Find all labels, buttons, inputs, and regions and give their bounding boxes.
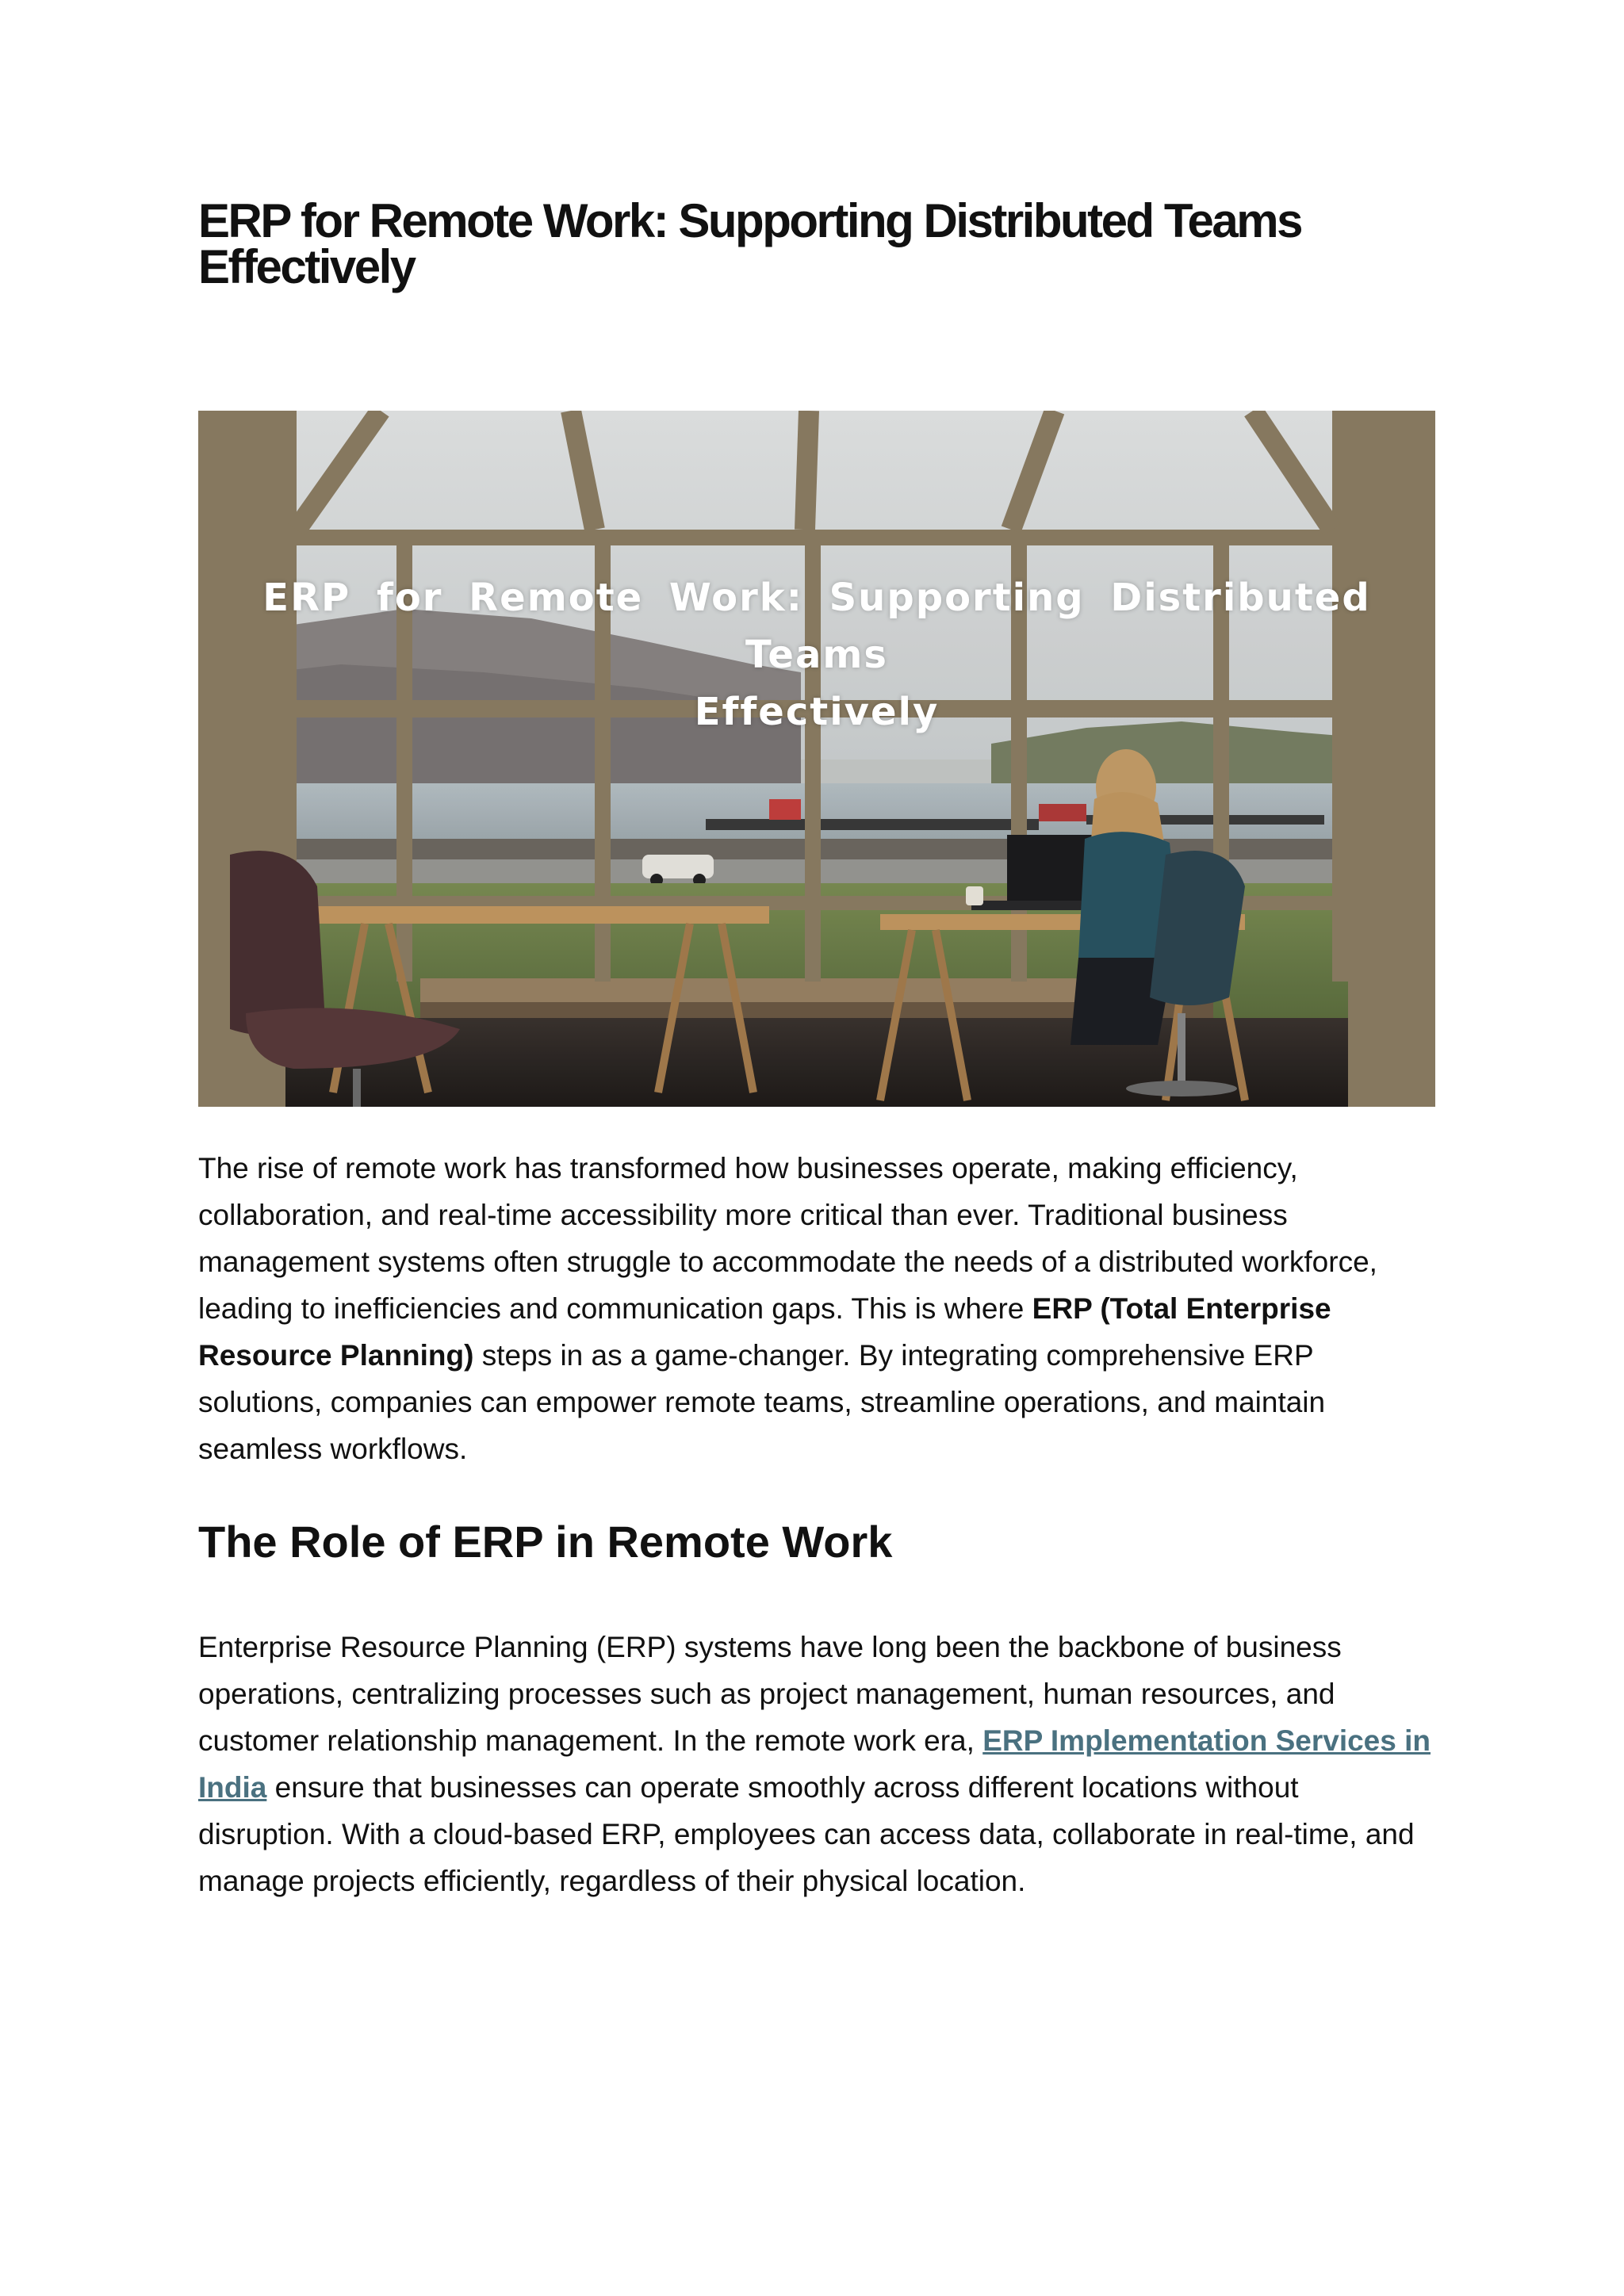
section-text-end: ensure that businesses can operate smoothly across different locations without disruption. With a cloud-based ERP, employees can access data, collaborate in real-time, and manage projects efficiently, regardless of their physical location.	[198, 1771, 1415, 1897]
section-text-start: Enterprise Resource Planning (ERP) systems have long been the backbone of business operations, centralizing processes such as project management, human resources, and customer relationship management. In the remote work era,	[198, 1631, 1342, 1757]
hero-caption-line2: Effectively	[694, 690, 940, 734]
intro-bold-term: ERP (Total Enterprise Resource Planning)	[198, 1292, 1331, 1372]
section-paragraph	[198, 1624, 1439, 1904]
hero-caption	[198, 569, 1435, 740]
intro-text-start: The rise of remote work has transformed how businesses operate, making efficiency, collaboration, and real-time accessibility more critical than ever. Traditional business management systems often struggle to accommodate the needs of a distributed workforce, leading to inefficiencies and communication gaps. This is where	[198, 1152, 1377, 1325]
hero-caption-line1: ERP for Remote Work: Supporting Distributed Teams	[262, 576, 1371, 677]
document-title: ERP for Remote Work: Supporting Distributed Teams Effectively	[198, 194, 1301, 293]
intro-text-end: steps in as a game-changer. By integrating comprehensive ERP solutions, companies can empower remote teams, streamline operations, and maintain seamless workflows.	[198, 1339, 1326, 1465]
section-heading: The Role of ERP in Remote Work	[198, 1517, 893, 1567]
hero-image	[198, 411, 1435, 1107]
intro-paragraph	[198, 1145, 1439, 1472]
remote-worker-photo	[198, 411, 1435, 1107]
erp-implementation-link[interactable]: ERP Implementation Services in India	[198, 1724, 1431, 1804]
